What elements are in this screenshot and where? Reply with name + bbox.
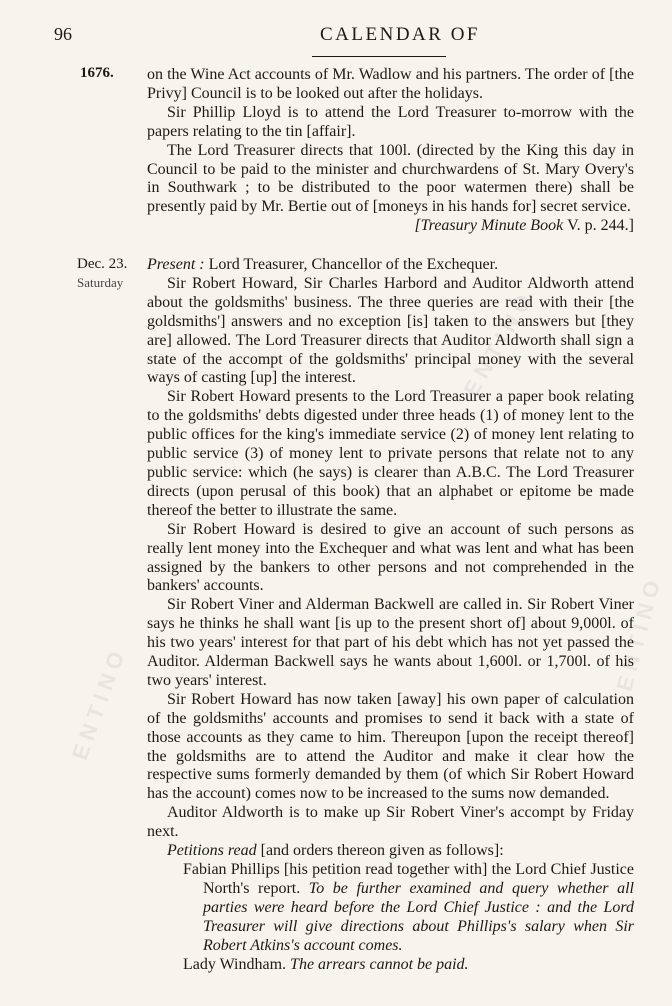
present-line	[147, 256, 634, 275]
library-watermark: ENTINO	[611, 572, 667, 694]
margin-date: Dec. 23.	[77, 256, 128, 272]
paragraph: The Lord Treasurer directs that 100l. (directed by the King this day in Council to be paid to the minister and churchwardens of St. Mary Overy's in Southwark ; to be distributed to the poor watermen there) shall be presently paid by Mr. Bertie out of [moneys in his hands for] secret service.	[147, 141, 634, 216]
paragraph: Sir Phillip Lloyd is to attend the Lord Treasurer to-morrow with the papers relating to the tin [affair].	[147, 103, 634, 140]
petitions-text: [and orders thereon given as follows]:	[260, 842, 504, 860]
library-watermark: ENTINO	[458, 284, 540, 401]
present-text: Lord Treasurer, Chancellor of the Exchequer.	[208, 256, 499, 273]
present-label: Present :	[147, 256, 205, 273]
citation-reference: V. p. 244.]	[567, 217, 634, 235]
citation-book: [Treasury Minute Book	[414, 217, 564, 235]
petition-lady-windham	[147, 956, 634, 975]
paragraph: on the Wine Act accounts of Mr. Wadlow and his partners. The order of [the Privy] Council is to be looked out after the holidays.	[147, 66, 634, 102]
paragraph: Sir Robert Howard presents to the Lord Treasurer a paper book relating to the goldsmiths' debts digested under three heads (1) of money lent to the public offices for the king's immediate service (2) of money lent relating to public service (3) of money lent to private persons that relate not to any public service: which (he says) is clearer than A.B.C. The Lord Treasurer directs (upon perusal of this book) that an alphabet or epitome be made thereof the better to illustrate the same.	[147, 388, 634, 519]
paragraph: Sir Robert Howard, Sir Charles Harbord and Auditor Aldworth attend about the goldsmiths' business. The three queries are read with their [the goldsmiths'] answers and no exception [is] taken to the answers but [they are] allowed. The Lord Treasurer directs that Auditor Aldworth shall sign a state of the accompt of the goldsmiths' principal money with the several ways of casting [up] the interest.	[147, 274, 634, 387]
petition-text: Lady Windham.	[183, 955, 287, 973]
petition-text: Fabian Phillips [his petition read together with] the Lord Chief Justice North's report.	[183, 861, 634, 897]
petition-fabian-phillips	[147, 861, 634, 956]
margin-day: Saturday	[77, 275, 124, 290]
paragraph: Sir Robert Howard is desired to give an account of such persons as really lent money into the Exchequer and what was lent and what has been assigned by the bankers to other persons and not comprehended in the bankers' accounts.	[147, 520, 634, 595]
petition-order: The arrears cannot be paid.	[290, 955, 469, 973]
running-title: CALENDAR OF	[320, 24, 480, 45]
entry-continuation	[147, 66, 634, 236]
entry-dec-23	[147, 256, 634, 974]
margin-year: 1676.	[80, 65, 114, 81]
library-watermark: ENTINO	[66, 642, 132, 764]
petitions-heading	[147, 842, 634, 861]
petition-order: To be further examined and query whether all parties were heard before the Lord Chief Justice : and the Lord Treasurer will give directions about Phillips's salary when Sir Robert Atkins's account comes.	[203, 879, 634, 954]
source-citation	[147, 217, 634, 236]
paragraph: Auditor Aldworth is to make up Sir Robert Viner's accompt by Friday next.	[147, 804, 634, 841]
header-rule	[312, 56, 446, 57]
page-number: 96	[54, 24, 72, 44]
petitions-label: Petitions read	[167, 842, 257, 860]
paragraph: Sir Robert Howard has now taken [away] his own paper of calculation of the goldsmiths' accounts and promises to send it back with a state of those accounts as they came to him. Thereupon [upon the receipt thereof] the goldsmiths are to attend the Auditor and make it clear how the respective sums formerly demanded by them (of which Sir Robert Howard has the account) comes now to be increased to the sums now demanded.	[147, 690, 634, 803]
paragraph: Sir Robert Viner and Alderman Backwell are called in. Sir Robert Viner says he thinks he shall want [is up to the present short of] about 9,000l. of his two years' interest for that part of his debt which has not yet passed the Auditor. Alderman Backwell says he wants about 1,600l. or 1,700l. of his two years' interest.	[147, 596, 634, 689]
